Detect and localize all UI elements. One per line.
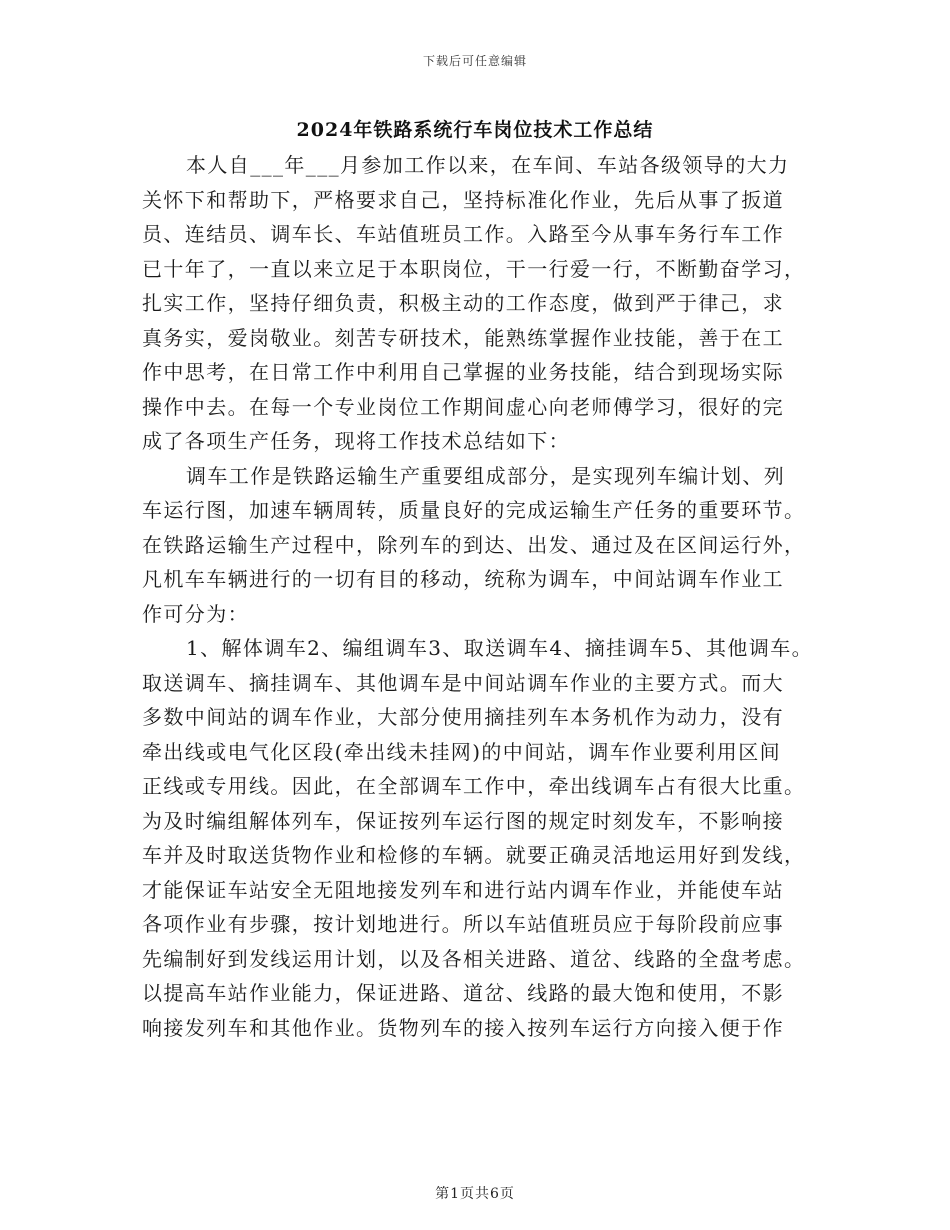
body-line: 员、连结员、调车长、车站值班员工作。入路至今从事车务行车工作 [142,222,784,246]
document-title: 2024年铁路系统行车岗位技术工作总结 [296,119,654,141]
page-header: 下载后可任意编辑 [422,54,527,68]
document-body [142,148,824,1045]
page-footer: 第1页共6页 [435,1186,515,1202]
body-line: 成了各项生产任务，现将工作技术总结如下： [142,429,570,453]
body-line: 操作中去。在每一个专业岗位工作期间虚心向老师傅学习，很好的完 [142,394,784,419]
body-line: 响接发列车和其他作业。货物列车的接入按列车运行方向接入便于作 [142,1015,784,1040]
body-line: 扎实工作，坚持仔细负责，积极主动的工作态度，做到严于律己，求 [142,291,784,315]
body-line: 真务实，爱岗敬业。刻苦专研技术，能熟练掌握作业技能，善于在工 [142,325,784,350]
body-line: 作中思考，在日常工作中利用自己掌握的业务技能，结合到现场实际 [142,360,784,384]
body-line: 作可分为： [142,601,249,626]
body-line: 车运行图，加速车辆周转，质量良好的完成运输生产任务的重要环节。 [142,498,806,522]
body-line: 各项作业有步骤，按计划地进行。所以车站值班员应于每阶段前应事 [142,912,784,936]
body-line: 正线或专用线。因此，在全部调车工作中，牵出线调车占有很大比重。 [142,774,806,798]
body-line: 为及时编组解体列车，保证按列车运行图的规定时刻发车，不影响接 [142,808,784,833]
body-line: 1、解体调车2、编组调车3、取送调车4、摘挂调车5、其他调车。 [186,636,814,660]
body-line: 关怀下和帮助下，严格要求自己，坚持标准化作业，先后从事了扳道 [142,187,784,212]
body-line: 车并及时取送货物作业和检修的车辆。就要正确灵活地运用好到发线， [142,843,806,867]
body-line: 先编制好到发线运用计划，以及各相关进路、道岔、线路的全盘考虑。 [142,946,806,971]
body-line: 才能保证车站安全无阻地接发列车和进行站内调车作业，并能使车站 [142,877,784,902]
body-line: 牵出线或电气化区段(牵出线未挂网)的中间站，调车作业要利用区间 [142,739,782,764]
body-line: 本人自___年___月参加工作以来，在车间、车站各级领导的大力 [186,153,790,177]
body-line: 取送调车、摘挂调车、其他调车是中间站调车作业的主要方式。而大 [142,670,784,695]
body-line: 多数中间站的调车作业，大部分使用摘挂列车本务机作为动力，没有 [142,705,784,729]
body-line: 以提高车站作业能力，保证进路、道岔、线路的最大饱和使用，不影 [142,981,784,1005]
body-line: 凡机车车辆进行的一切有目的移动，统称为调车，中间站调车作业工 [142,567,784,591]
body-line: 在铁路运输生产过程中，除列车的到达、出发、通过及在区间运行外， [142,532,806,557]
body-line: 已十年了，一直以来立足于本职岗位，干一行爱一行，不断勤奋学习， [142,256,806,281]
body-line: 调车工作是铁路运输生产重要组成部分，是实现列车编计划、列 [186,463,786,488]
